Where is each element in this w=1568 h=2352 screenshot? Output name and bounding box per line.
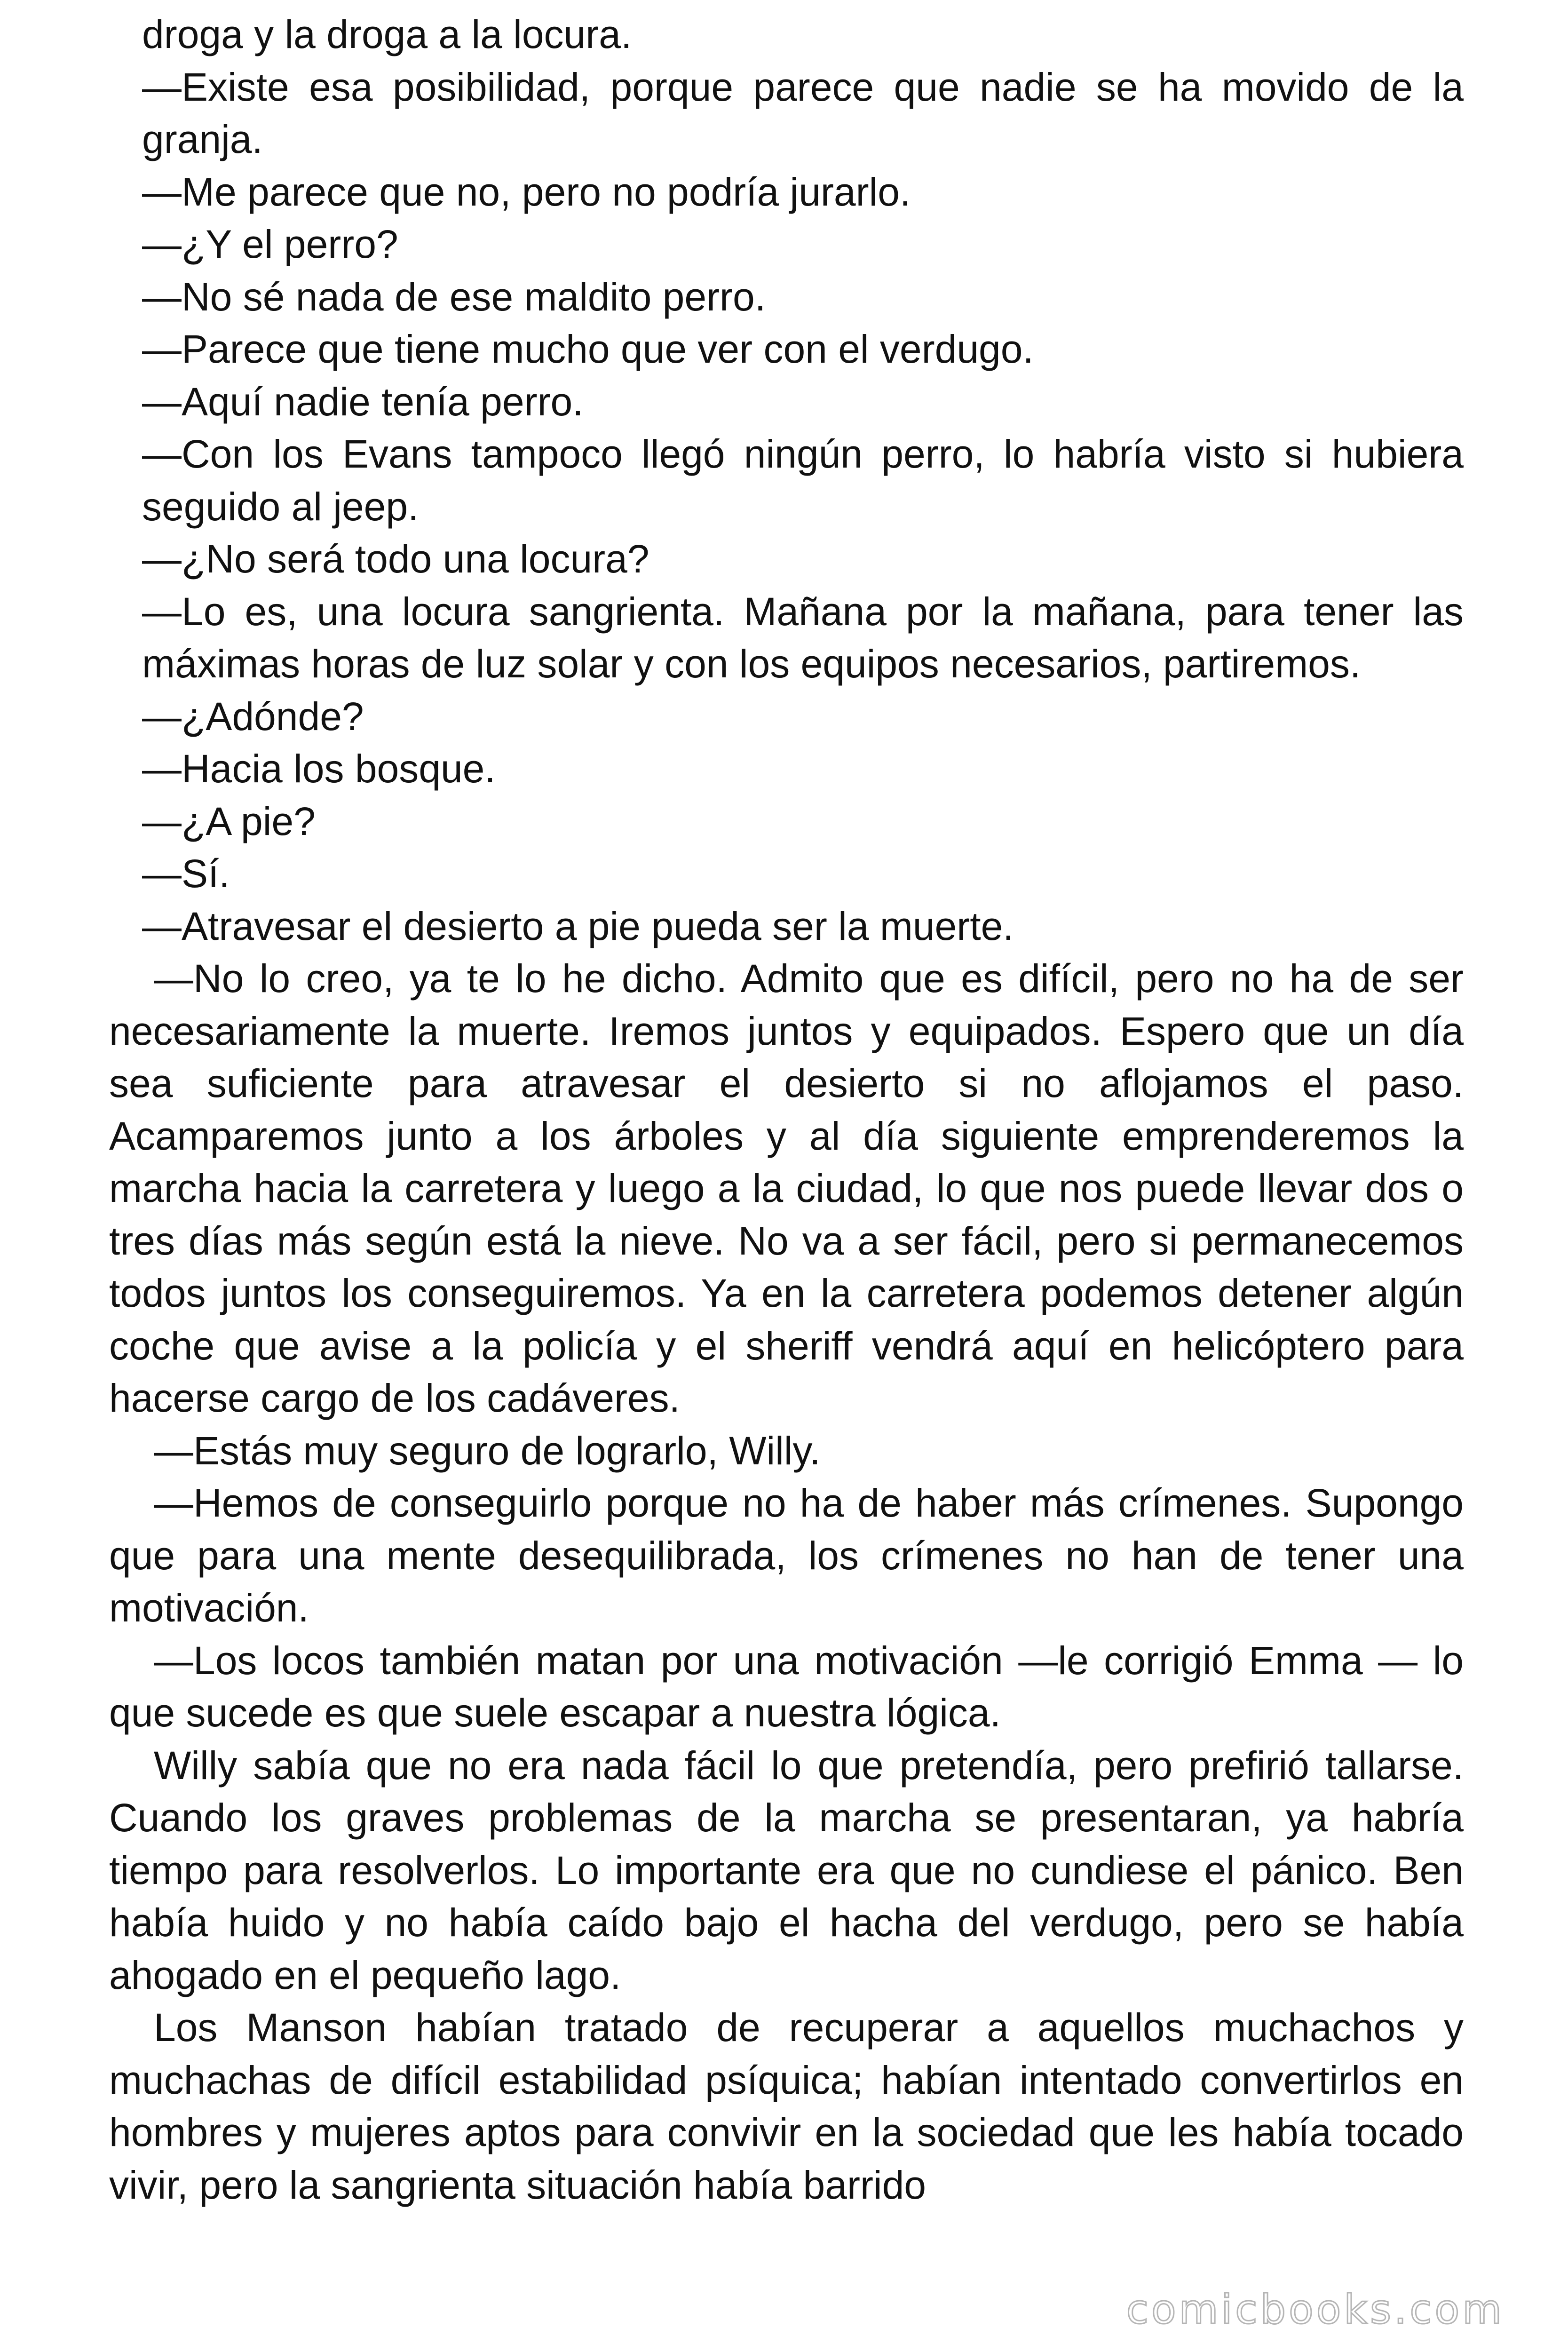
dialog-line: —Aquí nadie tenía perro. bbox=[142, 379, 584, 424]
text-block bbox=[109, 8, 1464, 2211]
dialog-line: —¿Y el perro? bbox=[142, 222, 398, 266]
paragraph: —No lo creo, ya te lo he dicho. Admito que es difícil, pero no ha de ser necesariamente la muerte. Iremos juntos y equipados. Espero que un día sea suficiente para atravesar el desierto si no aflojamos el paso. Acamparemos junto a los árboles y al día siguiente emprenderemos la marcha hacia la carretera y luego a la ciudad, lo que nos puede llevar dos o tres días más según está la nieve. No va a ser fácil, pero si permanecemos todos juntos los conseguiremos. Ya en la carretera podemos detener algún coche que avise a la policía y el sheriff vendrá aquí en helicóptero para hacerse cargo de los cadáveres. bbox=[109, 956, 1464, 1420]
dialog-line: —Existe esa posibilidad, porque parece que nadie se ha movido de la granja. bbox=[142, 64, 1464, 161]
dialog-line: —Lo es, una locura sangrienta. Mañana por la mañana, para tener las máximas horas de luz solar y con los equipos necesarios, partiremos. bbox=[142, 589, 1464, 686]
dialog-line: —¿Adónde? bbox=[142, 694, 364, 739]
watermark: comicbooks.com bbox=[1126, 2286, 1505, 2333]
dialog-line: droga y la droga a la locura. bbox=[142, 12, 632, 56]
dialog-line: —Me parece que no, pero no podría jurarlo. bbox=[142, 169, 911, 214]
paragraph: —Hemos de conseguirlo porque no ha de haber más crímenes. Supongo que para una mente desequilibrada, los crímenes no han de tener una motivación. bbox=[109, 1481, 1464, 1630]
dialog-section bbox=[109, 8, 1464, 953]
dialog-line: —Atravesar el desierto a pie pueda ser la muerte. bbox=[142, 904, 1014, 948]
dialog-line: —¿No será todo una locura? bbox=[142, 537, 649, 581]
paragraph: —Estás muy seguro de lograrlo, Willy. bbox=[154, 1428, 821, 1473]
paragraph: —Los locos también matan por una motivación —le corrigió Emma — lo que sucede es que suele escapar a nuestra lógica. bbox=[109, 1638, 1464, 1735]
dialog-line: —Con los Evans tampoco llegó ningún perro, lo habría visto si hubiera seguido al jeep. bbox=[142, 432, 1464, 529]
dialog-line: —Parece que tiene mucho que ver con el verdugo. bbox=[142, 327, 1034, 371]
paragraph: Willy sabía que no era nada fácil lo que pretendía, pero prefirió tallarse. Cuando los graves problemas de la marcha se presentaran, ya habría tiempo para resolverlos. Lo importante era que no cundiese el pánico. Ben había huido y no había caído bajo el hacha del verdugo, pero se había ahogado en el pequeño lago. bbox=[109, 1743, 1464, 1997]
dialog-line: —Hacia los bosque. bbox=[142, 747, 496, 791]
dialog-line: —¿A pie? bbox=[142, 799, 316, 843]
dialog-line: —No sé nada de ese maldito perro. bbox=[142, 274, 766, 319]
paragraph: Los Manson habían tratado de recuperar a aquellos muchachos y muchachas de difícil estabilidad psíquica; habían intentado convertirlos en hombres y mujeres aptos para convivir en la sociedad que les había tocado vivir, pero la sangrienta situación había barrido bbox=[109, 2005, 1464, 2207]
dialog-line: —Sí. bbox=[142, 851, 230, 896]
